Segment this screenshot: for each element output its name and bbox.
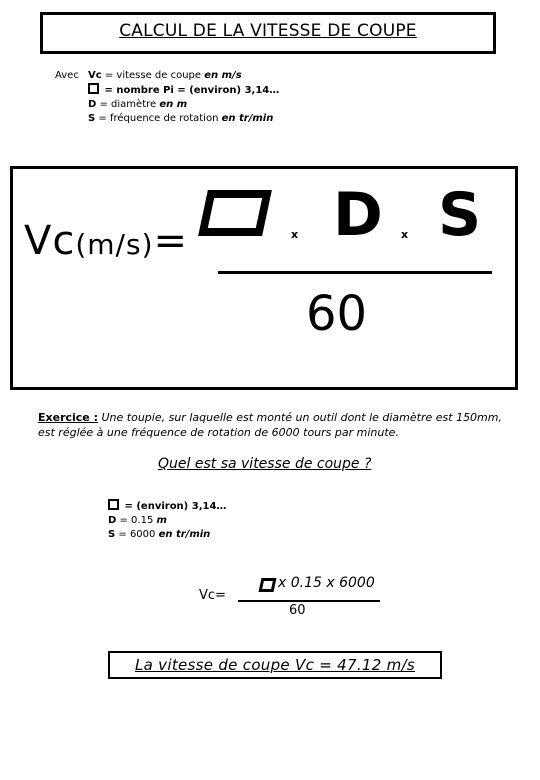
pi-square-icon	[88, 83, 99, 94]
legend-text-vc: = vitesse de coupe	[101, 70, 205, 81]
legend-symbol-vc: Vc	[88, 70, 102, 81]
formula-times-1: x	[291, 228, 299, 241]
legend-list	[88, 69, 279, 126]
legend-unit-vc: en m/s	[204, 70, 242, 81]
value-item-s	[108, 528, 226, 542]
legend-text-d: = diamètre	[96, 99, 160, 110]
legend-item-d	[88, 98, 279, 112]
values-list	[108, 499, 226, 542]
formula-times-2: x	[401, 228, 409, 241]
page-title: CALCUL DE LA VITESSE DE COUPE	[119, 21, 417, 41]
legend-intro: Avec	[55, 70, 79, 81]
formula-vc: Vc	[24, 218, 76, 264]
exercise-text: Une toupie, sur laquelle est monté un outil dont le diamètre est 150mm, est réglée à une fréquence de rotation de 6000 tours par minute.	[38, 411, 502, 439]
legend-unit-d: en m	[159, 99, 188, 110]
pi-square-icon-large	[198, 190, 272, 236]
value-text-pi: = (environ) 3,14…	[121, 501, 227, 512]
formula-unit: (m/s)	[75, 228, 154, 261]
formula-s: S	[438, 180, 482, 250]
legend-unit-s: en tr/min	[221, 113, 274, 124]
formula-vc-label	[24, 218, 188, 264]
pi-square-icon-small	[259, 578, 277, 592]
formula-equals: =	[153, 218, 189, 264]
formula-denominator: 60	[306, 286, 368, 342]
legend-item-s	[88, 112, 279, 126]
result-box	[108, 651, 442, 679]
value-symbol-s: S	[108, 529, 116, 540]
value-unit-d: m	[156, 515, 167, 526]
result-text: La vitesse de coupe Vc = 47.12 m/s	[134, 656, 416, 674]
formula-fraction-line	[218, 271, 492, 274]
pi-square-icon	[108, 499, 119, 510]
formula-d: D	[333, 180, 383, 250]
legend-item-pi	[88, 83, 279, 98]
value-unit-s: en tr/min	[158, 529, 211, 540]
value-symbol-d: D	[108, 515, 117, 526]
value-item-pi	[108, 499, 226, 514]
question: Quel est sa vitesse de coupe ?	[158, 456, 372, 472]
exercise-label: Exercice :	[38, 411, 98, 424]
value-text-d: = 0.15	[116, 515, 157, 526]
value-text-s: = 6000	[115, 529, 159, 540]
legend-text-pi: = nombre Pi = (environ) 3,14…	[101, 85, 280, 96]
title-box	[40, 12, 496, 54]
value-item-d	[108, 514, 226, 528]
small-formula-numerator: x 0.15 x 6000	[278, 575, 375, 591]
small-formula-fraction-line	[238, 600, 380, 602]
legend-symbol-d: D	[88, 99, 97, 110]
legend-item-vc	[88, 69, 279, 83]
legend-text-s: = fréquence de rotation	[95, 113, 222, 124]
small-formula-vc: Vc=	[199, 588, 226, 603]
exercise-paragraph	[38, 410, 508, 440]
legend-symbol-s: S	[88, 113, 96, 124]
small-formula-denominator: 60	[289, 603, 306, 618]
